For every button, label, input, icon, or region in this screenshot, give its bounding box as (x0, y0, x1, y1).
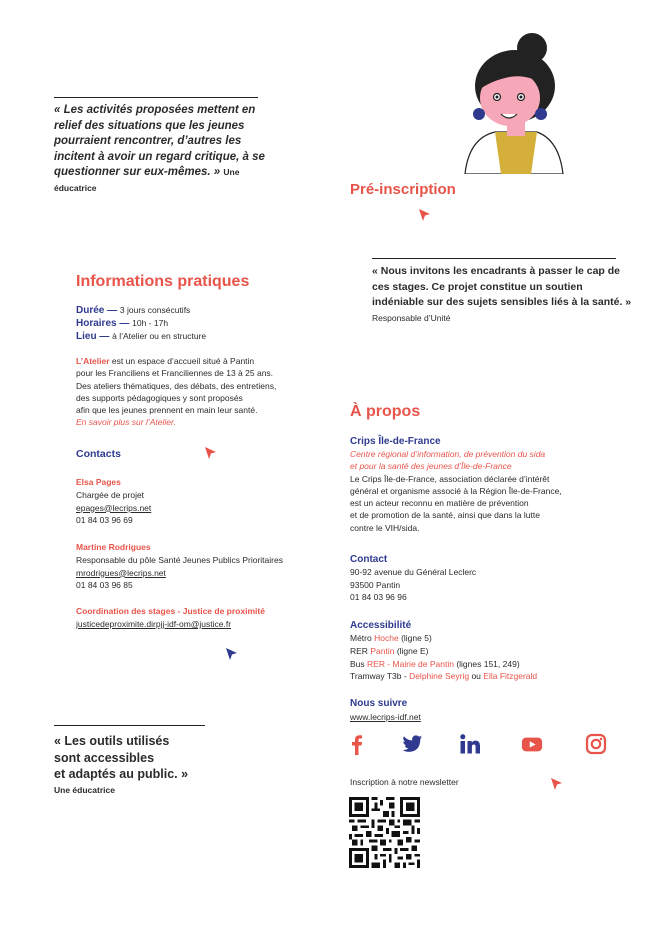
quote3-line2: sont accessibles (54, 750, 155, 765)
cursor-icon (204, 446, 218, 460)
atelier-block (76, 355, 346, 429)
follow-title: Nous suivre (350, 698, 408, 709)
quote2-rule (372, 258, 616, 259)
duree-label: Durée — (76, 305, 118, 316)
contact-2 (76, 541, 346, 592)
contact-1-role: Chargée de projet (76, 489, 145, 500)
contact-3-name: Coordination des stages - Justice de proximité (76, 606, 265, 616)
bus-row: Bus RER - Mairie de Pantin (lignes 151, 249) (350, 658, 520, 669)
contact-block (350, 553, 640, 604)
linkedin-icon[interactable] (459, 733, 481, 755)
quote3-line1: « Les outils utilisés (54, 734, 170, 748)
infos-title: Informations pratiques (76, 273, 250, 290)
metro-row: Métro Hoche (ligne 5) (350, 633, 432, 643)
org-text1: Le Crips Île-de-France, association déclarée d’intérêt (350, 473, 550, 484)
apropos-title: À propos (350, 403, 421, 420)
contact-2-email[interactable]: mrodrigues@lecrips.net (76, 567, 166, 578)
atelier-text2: pour les Franciliens et Franciliennes de 13 à 25 ans. (76, 368, 274, 379)
duree-row (76, 304, 336, 317)
youtube-icon[interactable] (521, 733, 543, 755)
contact-2-role: Responsable du pôle Santé Jeunes Publics Prioritaires (76, 554, 283, 565)
contact-3-email[interactable]: justicedeproximite.dirpjj-idf-om@justice.fr (76, 619, 232, 629)
quote3 (54, 733, 254, 797)
instagram-icon[interactable] (585, 733, 607, 755)
cursor-icon (225, 647, 239, 661)
lieu-label: Lieu — (76, 331, 110, 342)
contact-2-name: Martine Rodrigues (76, 542, 151, 552)
horaires-value: 10h - 17h (132, 318, 169, 328)
contact-2-phone: 01 84 03 96 85 (76, 580, 133, 591)
quote2-author: Responsable d’Unité (372, 312, 451, 323)
quote2-text: « Nous invitons les encadrants à passer le cap de ces stages. Ce projet constitue un soutien indéniable sur des sujets sensibles liés à la santé. » (372, 265, 632, 308)
access-block (350, 619, 650, 683)
org-name: Crips Île-de-France (350, 436, 441, 447)
cursor-icon (550, 777, 564, 791)
access-title: Accessibilité (350, 620, 412, 631)
cursor-icon (418, 208, 432, 222)
address1: 90-92 avenue du Général Leclerc (350, 567, 477, 577)
follow-block (350, 697, 640, 724)
atelier-name: L’Atelier (76, 356, 110, 366)
contact-1-name: Elsa Pages (76, 477, 121, 487)
org-text3: est un acteur reconnu en matière de prévention (350, 498, 529, 509)
tram-row: Tramway T3b - Delphine Seyrig ou Ella Fitzgerald (350, 671, 538, 682)
org-text5: contre le VIH/sida. (350, 522, 420, 533)
horaires-row (76, 317, 336, 330)
quote1 (54, 103, 274, 196)
atelier-text5: afin que les jeunes prennent en main leur santé. (76, 405, 258, 416)
website-link[interactable]: www.lecrips-idf.net (350, 712, 421, 722)
quote2 (372, 264, 632, 326)
org-desc1: Centre régional d’information, de prévention du sida (350, 449, 546, 459)
quote1-author: Une éducatrice (54, 167, 240, 193)
horaires-label: Horaires — (76, 318, 130, 329)
woman-illustration (455, 28, 565, 174)
contact-1-email[interactable]: epages@lecrips.net (76, 502, 152, 513)
lieu-value: à l’Atelier ou en structure (112, 331, 207, 341)
rer-row: RER Pantin (ligne E) (350, 645, 429, 656)
atelier-text4: des supports pédagogiques y sont proposés (76, 392, 243, 403)
org-block (350, 435, 640, 534)
quote1-text: « Les activités proposées mettent en relief des situations que les jeunes pourraient rencontrer, d’autres les incitent à avoir un regard critique, à se questionner sur eux-mêmes. » (54, 104, 265, 178)
lieu-row (76, 330, 336, 343)
quote3-rule (54, 725, 205, 726)
contacts-title: Contacts (76, 448, 121, 460)
org-text4: et de promotion de la santé, ainsi que dans la lutte (350, 510, 540, 521)
atelier-text3: Des ateliers thématiques, des débats, des entretiens, (76, 380, 277, 391)
address2: 93500 Pantin (350, 579, 401, 590)
infos-details (76, 304, 336, 343)
newsletter-link[interactable]: Inscription à notre newsletter (350, 777, 459, 787)
quote1-rule (54, 97, 258, 98)
contact-1 (76, 476, 346, 527)
quote3-author: Une éducatrice (54, 784, 115, 795)
contact-phone: 01 84 03 96 96 (350, 592, 407, 602)
org-text2: général et organisme associé à la Région Île-de-France, (350, 485, 562, 496)
quote3-line3: et adaptés au public. » (54, 767, 189, 781)
org-desc2: et pour la santé des jeunes d’Île-de-France (350, 461, 512, 472)
contact-1-phone: 01 84 03 96 69 (76, 515, 133, 526)
contact-3 (76, 605, 346, 631)
contact-title: Contact (350, 554, 388, 565)
duree-value: 3 jours consécutifs (119, 305, 191, 315)
facebook-icon[interactable] (346, 733, 368, 755)
atelier-more-link[interactable]: En savoir plus sur l’Atelier. (76, 417, 176, 428)
preinscription-title[interactable]: Pré-inscription (350, 181, 456, 198)
twitter-icon[interactable] (401, 733, 423, 755)
atelier-text1: est un espace d’accueil situé à Pantin (111, 356, 255, 366)
qr-code[interactable] (349, 797, 420, 868)
